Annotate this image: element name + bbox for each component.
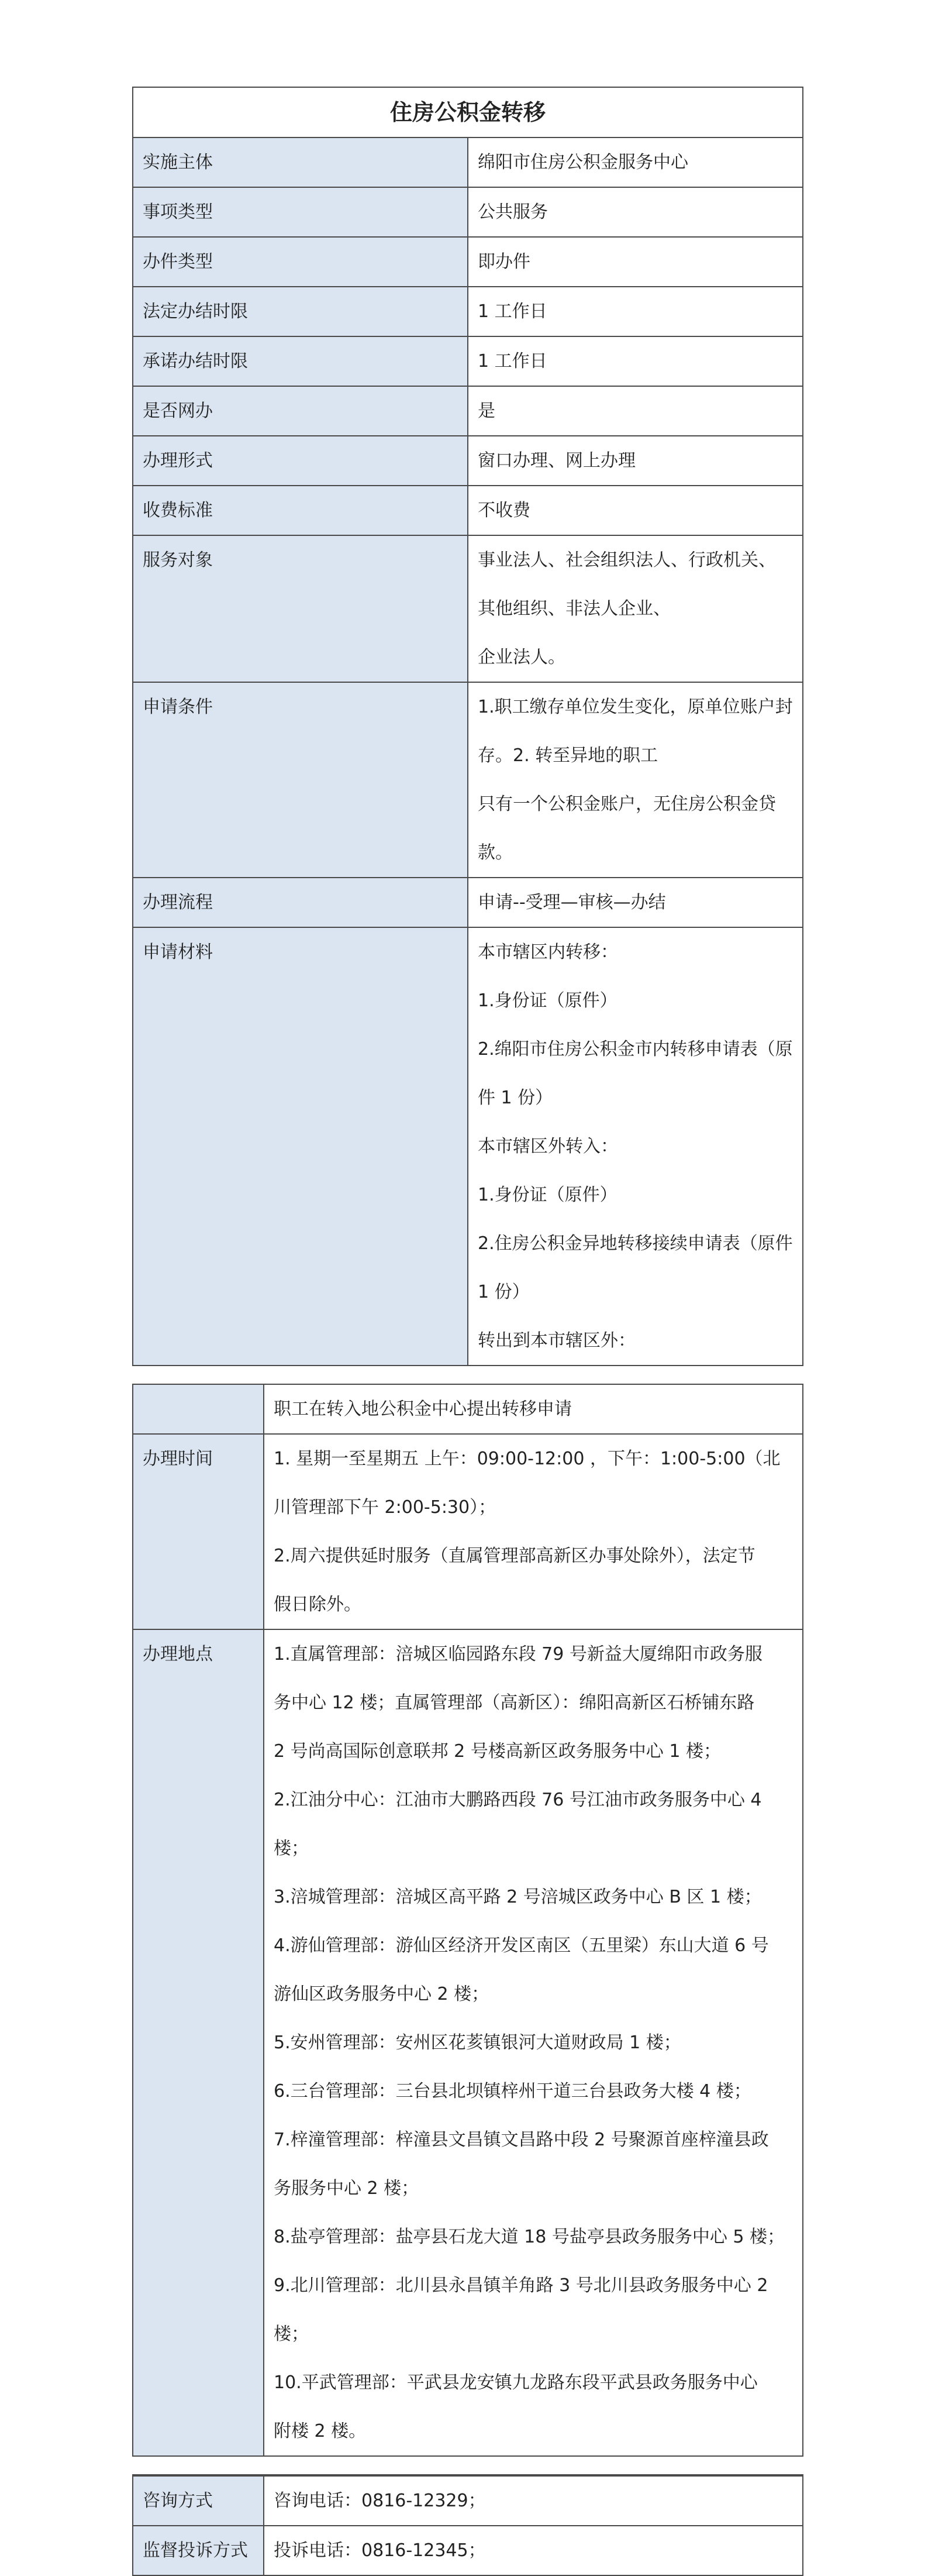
row-label: 咨询方式 [133,2476,264,2526]
row-value [468,682,803,878]
text-line: 楼； [274,1838,309,1859]
guide-table-part-3 [132,2474,803,2576]
text-line: 2.住房公积金异地转移接续申请表（原件 1 份） [478,1233,793,1302]
text-line: 川管理部下午 2:00-5:30）； [274,1497,496,1518]
row-value: 1 工作日 [468,336,803,386]
row-label: 承诺办结时限 [133,336,468,386]
row-value [468,927,803,1366]
title-row [133,87,803,137]
row-label: 监督投诉方式 [133,2526,264,2575]
document-title: 住房公积金转移 [133,87,803,137]
conditions-row [133,682,803,878]
text-line: 2.周六提供延时服务（直属管理部高新区办事处除外），法定节 [274,1546,755,1566]
text-line: 9.北川管理部：北川县永昌镇羊角路 3 号北川县政务服务中心 2 [274,2275,768,2296]
info-row [133,237,803,287]
row-value [264,1434,803,1629]
text-line: 6.三台管理部：三台县北坝镇梓州干道三台县政务大楼 4 楼； [274,2081,751,2102]
info-row [133,436,803,486]
row-value [264,1629,803,2456]
row-value: 投诉电话：0816-12345； [264,2526,803,2575]
service-guide-document [132,87,803,2576]
row-value [468,535,803,682]
text-line: 务服务中心 2 楼； [274,2178,419,2199]
text-line: 附楼 2 楼。 [274,2421,367,2441]
text-line: 2.绵阳市住房公积金市内转移申请表（原件 1 份） [478,1039,793,1108]
row-label: 收费标准 [133,486,468,535]
row-label: 法定办结时限 [133,287,468,336]
row-label: 实施主体 [133,137,468,187]
row-label: 申请材料 [133,927,468,1366]
row-value: 公共服务 [468,187,803,237]
text-line: 企业法人。 [478,647,565,668]
text-line: 务中心 12 楼；直属管理部（高新区）：绵阳高新区石桥铺东路 [274,1693,755,1713]
materials-row [133,927,803,1366]
row-value: 不收费 [468,486,803,535]
page-gap [132,1366,803,1384]
hours-row [133,1434,803,1629]
row-label: 办理时间 [133,1434,264,1629]
text-line: 楼； [274,2324,309,2344]
page-gap [132,2457,803,2474]
info-row [133,486,803,535]
row-value: 是 [468,386,803,436]
text-line: 1.身份证（原件） [478,990,617,1011]
text-line: 1. 星期一至星期五 上午：09:00-12:00 ，下午：1:00-5:00（北 [274,1449,781,1469]
text-line: 2.江油分中心：江油市大鹏路西段 76 号江油市政务服务中心 4 [274,1790,762,1810]
row-label: 事项类型 [133,187,468,237]
row-label [133,1384,264,1434]
text-line: 3.涪城管理部：涪城区高平路 2 号涪城区政务中心 B 区 1 楼； [274,1887,762,1907]
service-target-row [133,535,803,682]
text-line: 本市辖区外转入： [478,1136,618,1157]
guide-table-part-2 [132,1384,803,2457]
row-value: 职工在转入地公积金中心提出转移申请 [264,1384,803,1434]
row-value: 咨询电话：0816-12329； [264,2476,803,2526]
row-value: 申请--受理—审核—办结 [468,878,803,927]
text-line: 事业法人、社会组织法人、行政机关、其他组织、非法人企业、 [478,550,776,619]
row-label: 服务对象 [133,535,468,682]
row-label: 是否网办 [133,386,468,436]
row-value: 绵阳市住房公积金服务中心 [468,137,803,187]
info-row [133,386,803,436]
row-label: 办理流程 [133,878,468,927]
row-label: 办理形式 [133,436,468,486]
info-row [133,187,803,237]
row-label: 申请条件 [133,682,468,878]
text-line: 5.安州管理部：安州区花荄镇银河大道财政局 1 楼； [274,2032,681,2053]
text-line: 转出到本市辖区外： [478,1330,636,1351]
materials-continued-row [133,1384,803,1434]
process-row [133,878,803,927]
text-line: 2 号尚高国际创意联邦 2 号楼高新区政务服务中心 1 楼； [274,1741,721,1762]
text-line: 4.游仙管理部：游仙区经济开发区南区（五里梁）东山大道 6 号 [274,1935,769,1956]
row-value: 即办件 [468,237,803,287]
text-line: 本市辖区内转移： [478,942,618,962]
text-line: 8.盐亭管理部：盐亭县石龙大道 18 号盐亭县政务服务中心 5 楼； [274,2227,785,2247]
text-line: 10.平武管理部：平武县龙安镇九龙路东段平武县政务服务中心 [274,2372,758,2393]
text-line: 游仙区政务服务中心 2 楼； [274,1984,489,2004]
text-line: 1.直属管理部：涪城区临园路东段 79 号新益大厦绵阳市政务服 [274,1644,763,1664]
guide-table-part-1 [132,87,803,1366]
row-label: 办件类型 [133,237,468,287]
text-line: 1.身份证（原件） [478,1185,617,1205]
row-label: 办理地点 [133,1629,264,2456]
complaint-row [133,2526,803,2575]
text-line: 只有一个公积金账户，无住房公积金贷款。 [478,794,776,863]
info-row [133,137,803,187]
info-row [133,287,803,336]
locations-row [133,1629,803,2456]
text-line: 假日除外。 [274,1594,361,1615]
text-line: 1.职工缴存单位发生变化，原单位账户封存。2. 转至异地的职工 [478,697,793,766]
row-value: 1 工作日 [468,287,803,336]
text-line: 7.梓潼管理部：梓潼县文昌镇文昌路中段 2 号聚源首座梓潼县政 [274,2130,769,2150]
row-value: 窗口办理、网上办理 [468,436,803,486]
info-row [133,336,803,386]
